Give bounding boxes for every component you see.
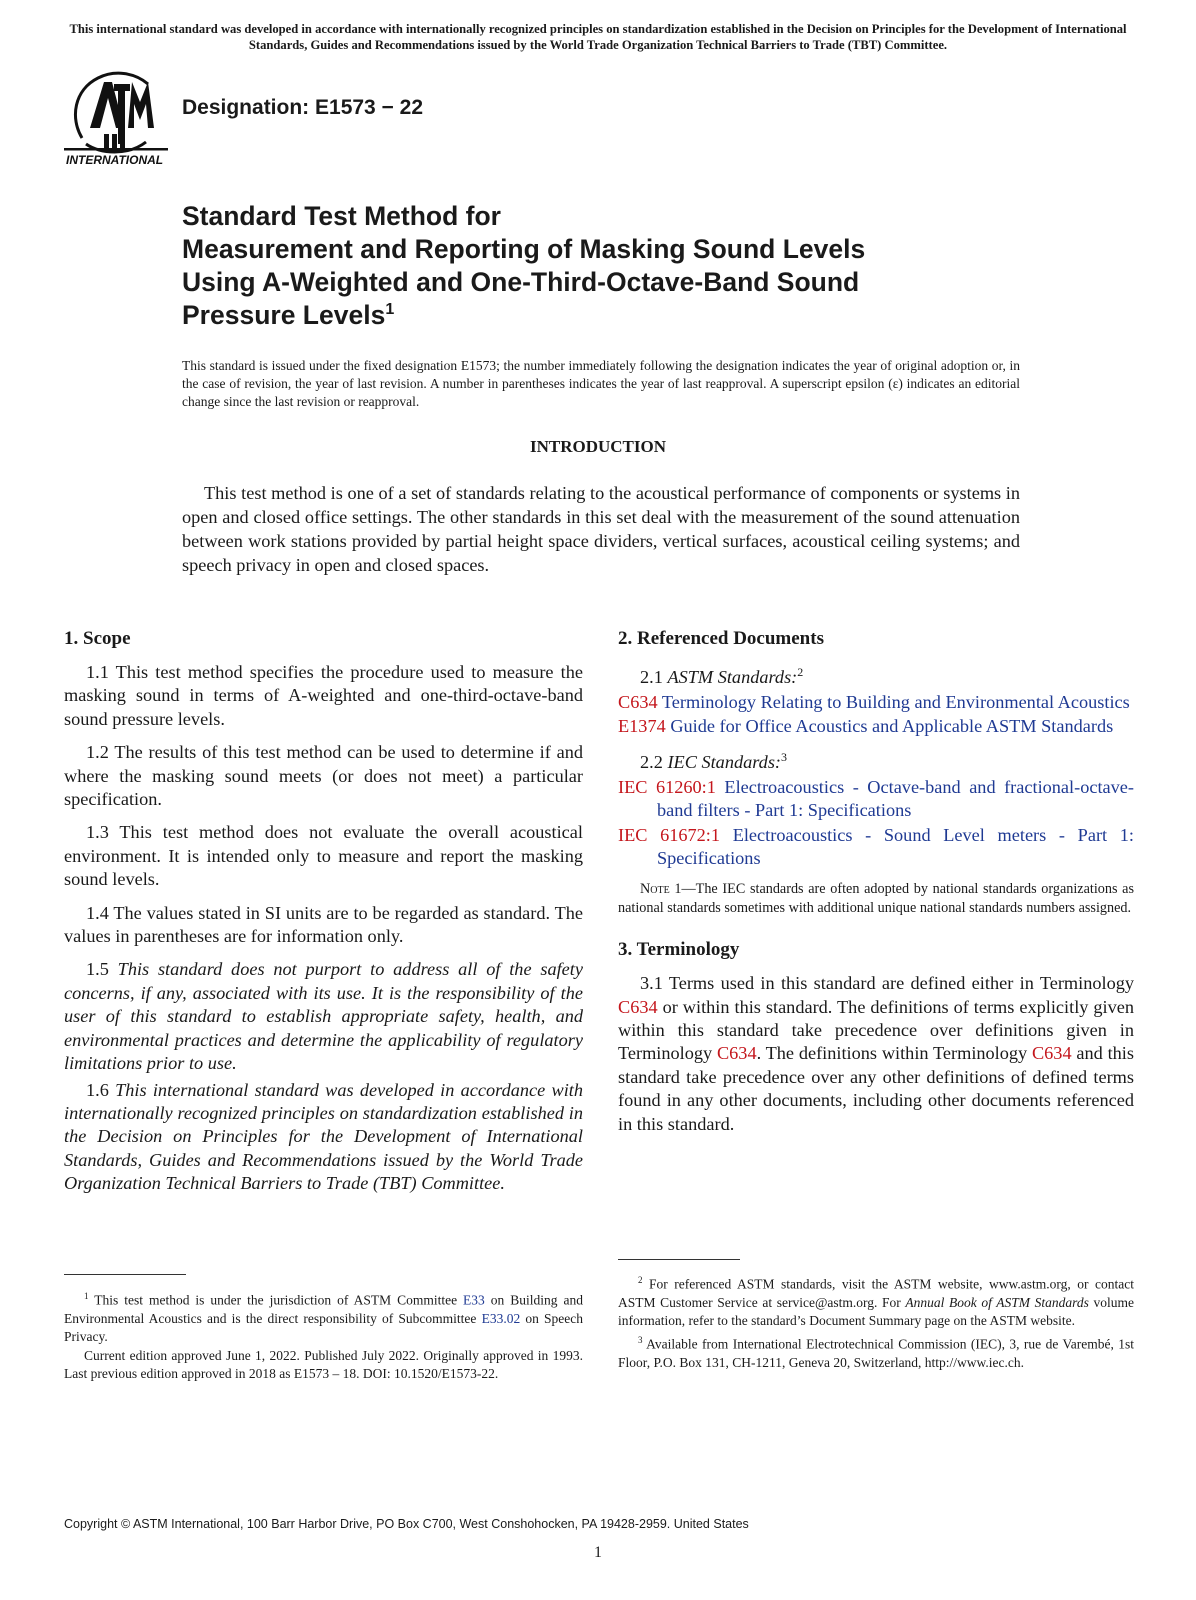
iec-standards-label [640, 746, 1134, 775]
iec-61672-title-link[interactable]: Electroacoustics - Sound Level meters - Part 1: Specifications [657, 824, 1134, 869]
footnote-1 [64, 1287, 583, 1384]
introduction-heading: INTRODUCTION [529, 437, 667, 456]
paragraph-1-3: 1.3 This test method does not evaluate the overall acoustical environment. It is intended only to measure and report the masking sound levels. [64, 822, 583, 890]
left-column [64, 628, 583, 1206]
iec-footnote-mark: 3 [781, 750, 788, 765]
paragraph-1-5-text: This standard does not purport to address all of the safety concerns, if any, associated with its use. It is the responsibility of the user of this standard to establish appropriate safety, health, and environmental practices and determine the applicability of regulatory limitations prior to use. [64, 959, 583, 1074]
e1374-title-link[interactable]: Guide for Office Acoustics and Applicable ASTM Standards [670, 715, 1114, 736]
iec-label-text: IEC Standards: [667, 752, 782, 773]
paragraph-3-1 [618, 972, 1134, 1136]
footnote-divider-right [618, 1259, 740, 1260]
footnote-2 [618, 1271, 1134, 1331]
e1374-code-link[interactable]: E1374 [618, 715, 666, 736]
right-column [618, 628, 1134, 1146]
c634-inline-link-3[interactable]: C634 [1031, 1043, 1072, 1064]
footnote-2-part-b: volume information, refer to the standard’s Document Summary page on the ASTM website. [618, 1294, 1135, 1329]
footnote-2-mark: 2 [638, 1275, 643, 1285]
title-footnote-mark: 1 [385, 301, 395, 319]
reference-e1374 [618, 715, 1134, 738]
paragraph-3-1-part-1: 3.1 Terms used in this standard are defined either in Terminology [640, 973, 1134, 994]
title-line-3: Using A-Weighted and One-Third-Octave-Band Sound [182, 267, 860, 297]
iec-61260-title-link[interactable]: Electroacoustics - Octave-band and fractional-octave-band filters - Part 1: Specifications [657, 776, 1135, 821]
paragraph-3-1-part-2: or within this standard. The definitions of terms explicitly given within this standard take precedence over definitions given in Terminology [618, 996, 1134, 1064]
issued-note: This standard is issued under the fixed designation E1573; the number immediately following the designation indicates the year of original adoption or, in the case of revision, the year of last revision. A number in parentheses indicates the year of last reapproval. A superscript epsilon (ε) indicates an editorial change since the last revision or reapproval. [182, 358, 1020, 409]
astm-standards-label [640, 661, 1134, 690]
paragraph-1-2: 1.2 The results of this test method can be used to determine if and where the masking sound meets (or does not meet) a particular specification. [64, 742, 583, 810]
footnote-3-mark: 3 [638, 1334, 643, 1345]
title-line-1: Standard Test Method for [182, 201, 501, 231]
top-notice: This international standard was developed in accordance with internationally recognized principles on standardization established in the Decision on Principles for the Development of International Standards, Guides and Recommendations issued by the World Trade Organization Technical Barriers to Trade (TBT) Committee. [69, 22, 1127, 52]
paragraph-1-6-number: 1.6 [86, 1079, 109, 1100]
paragraph-3-1-part-3: . The definitions within Terminology [756, 1043, 1032, 1064]
iec-61260-code-link[interactable]: IEC 61260:1 [618, 776, 716, 797]
paragraph-1-4: 1.4 The values stated in SI units are to be regarded as standard. The values in parentheses are for information only. [64, 902, 583, 947]
footnote-1-edition: Current edition approved June 1, 2022. Published July 2022. Originally approved in 1993. Last previous edition approved in 2018 as E1573 – 18. DOI: 10.1520/E1573-22. [64, 1347, 583, 1382]
introduction-text: This test method is one of a set of standards relating to the acoustical performance of components or systems in open and closed office settings. The other standards in this set deal with the measurement of the sound attenuation between work stations provided by partial height space dividers, vertical surfaces, acoustical ceiling systems; and speech privacy in open and closed spaces. [182, 483, 1020, 575]
reference-iec-61672 [618, 824, 1134, 871]
footnote-1-part-c: on Speech Privacy. [64, 1310, 583, 1345]
footnote-3-text: Available from International Electrotechnical Commission (IEC), 3, rue de Varembé, 1st Floor, P.O. Box 131, CH-1211, Geneva 20, Switzerland, http://www.iec.ch. [618, 1336, 1134, 1370]
astm-logo [64, 68, 168, 168]
footnote-2-part-a: For referenced ASTM standards, visit the ASTM website, www.astm.org, or contact ASTM Customer Service at service@astm.org. For [618, 1276, 1134, 1310]
paragraph-3-1-part-4: and this standard take precedence over any other definitions of defined terms found in any other documents, including other documents referenced in this standard. [618, 1043, 1134, 1134]
footnote-divider-left [64, 1274, 186, 1275]
document-title [182, 200, 1062, 332]
note-1 [618, 880, 1134, 917]
c634-title-link[interactable]: Terminology Relating to Building and Environmental Acoustics [661, 691, 1130, 712]
referenced-documents-heading: 2. Referenced Documents [618, 628, 824, 649]
terminology-heading: 3. Terminology [618, 939, 740, 961]
footnotes-2-3 [618, 1271, 1134, 1372]
paragraph-1-5-number: 1.5 [86, 959, 109, 980]
footnote-1-mark: 1 [84, 1291, 89, 1301]
logo-text: INTERNATIONAL [66, 153, 164, 167]
astm-label-text: ASTM Standards: [667, 667, 798, 688]
page-number: 1 [594, 1544, 602, 1561]
footnote-3 [618, 1331, 1134, 1372]
paragraph-1-5 [64, 958, 583, 1075]
footnote-2-italic: Annual Book of ASTM Standards [905, 1294, 1089, 1310]
astm-footnote-mark: 2 [797, 665, 804, 679]
reference-iec-61260 [618, 776, 1134, 823]
title-line-4: Pressure Levels [182, 300, 386, 330]
footnote-1-part-a: This test method is under the jurisdiction of ASTM Committee [88, 1292, 464, 1308]
designation: Designation: E1573 − 22 [182, 96, 424, 119]
iec-61672-code-link[interactable]: IEC 61672:1 [618, 824, 721, 845]
footnote-1-part-b: on Building and Environmental Acoustics and is the direct responsibility of Subcommittee [64, 1292, 583, 1326]
note-1-label: Note 1 [640, 881, 682, 898]
c634-inline-link-1[interactable]: C634 [618, 996, 658, 1017]
paragraph-1-1: 1.1 This test method specifies the procedure used to measure the masking sound in terms of A-weighted and one-third-octave-band sound pressure levels. [64, 662, 583, 729]
paragraph-1-6 [64, 1079, 583, 1196]
astm-label-number: 2.1 [640, 667, 663, 688]
c634-code-link[interactable]: C634 [618, 691, 658, 712]
iec-label-number: 2.2 [640, 752, 663, 773]
paragraph-1-6-text: This international standard was developed in accordance with internationally recognized principles on standardization established in the Decision on Principles for the Development of International Standards, Guides and Recommendations issued by the World Trade Organization Technical Barriers to Trade (TBT) Committee. [64, 1079, 583, 1194]
e33-link[interactable]: E33 [463, 1292, 485, 1308]
reference-c634 [618, 691, 1134, 714]
title-line-2: Measurement and Reporting of Masking Sound Levels [182, 234, 866, 264]
copyright-line: Copyright © ASTM International, 100 Barr Harbor Drive, PO Box C700, West Conshohocken, PA 19428-2959. United States [64, 1517, 749, 1531]
c634-inline-link-2[interactable]: C634 [716, 1043, 757, 1064]
scope-heading: 1. Scope [64, 628, 131, 649]
note-1-text: —The IEC standards are often adopted by national standards organizations as national standards sometimes with additional unique national standards numbers assigned. [618, 881, 1135, 916]
e33-02-link[interactable]: E33.02 [481, 1310, 521, 1326]
